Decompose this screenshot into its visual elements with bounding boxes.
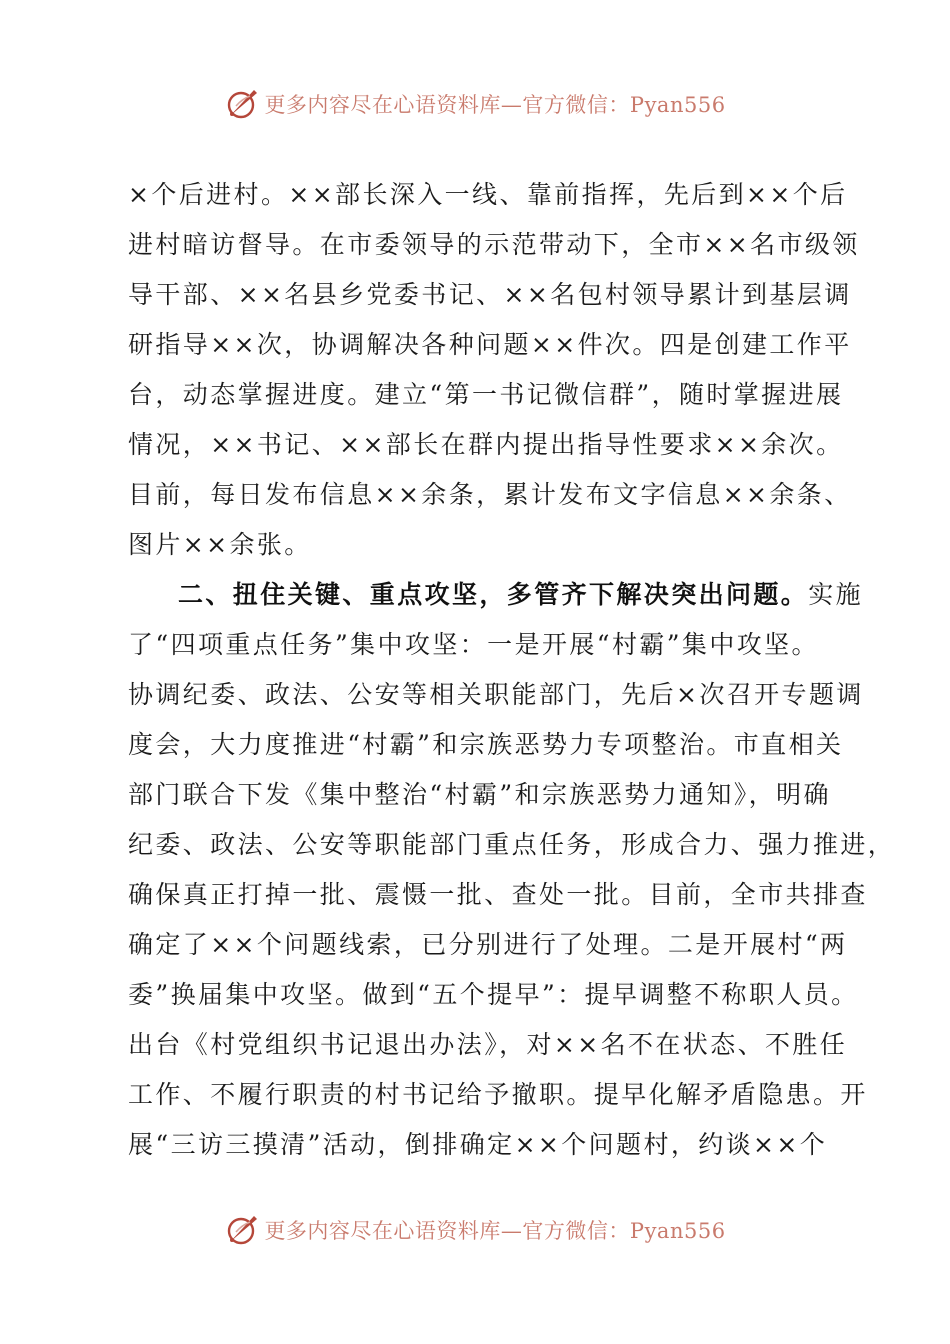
watermark-text: 更多内容尽在心语资料库—官方微信：Pyan556 — [264, 1219, 726, 1243]
text-line: 部门联合下发《集中整治“村霸”和宗族恶势力通知》，明确 — [128, 780, 831, 809]
text-line: 台，动态掌握进度。建立“第一书记微信群”，随时掌握进展 — [128, 380, 844, 409]
text-line: 确保真正打掉一批、震慑一批、查处一批。目前，全市共排查 — [128, 880, 868, 909]
text-line: ×个后进村。××部长深入一线、靠前指挥，先后到××个后 — [128, 180, 848, 209]
text-line: 目前，每日发布信息××余条，累计发布文字信息××余条、 — [128, 480, 852, 509]
text-line: 图片××余张。 — [128, 530, 312, 559]
text-line: 展“三访三摸清”活动，倒排确定××个问题村，约谈××个 — [128, 1130, 828, 1159]
text-line: 度会，大力度推进“村霸”和宗族恶势力专项整治。市直相关 — [128, 730, 844, 759]
text-line: 研指导××次，协调解决各种问题××件次。四是创建工作平 — [128, 330, 852, 359]
footer-watermark — [0, 1210, 950, 1250]
section-heading-line — [128, 570, 864, 620]
text-line: 纪委、政法、公安等职能部门重点任务，形成合力、强力推进， — [128, 830, 896, 859]
text-line: 协调纪委、政法、公安等相关职能部门，先后×次召开专题调 — [128, 680, 864, 709]
text-line: 进村暗访督导。在市委领导的示范带动下，全市××名市级领 — [128, 230, 860, 259]
text-line: 委”换届集中攻坚。做到“五个提早”：提早调整不称职人员。 — [128, 980, 859, 1009]
header-watermark — [0, 84, 950, 124]
text-line: 确定了××个问题线索，已分别进行了处理。二是开展村“两 — [128, 930, 848, 959]
document-body — [128, 170, 896, 1170]
quill-pen-logo-icon — [224, 1212, 260, 1248]
quill-pen-logo-icon — [224, 86, 260, 122]
section-heading: 二、扭住关键、重点攻坚，多管齐下解决突出问题。 — [178, 580, 809, 609]
heading-line-text: 实施 — [808, 580, 864, 609]
text-line: 出台《村党组织书记退出办法》，对××名不在状态、不胜任 — [128, 1030, 848, 1059]
text-line: 导干部、××名县乡党委书记、××名包村领导累计到基层调 — [128, 280, 852, 309]
text-line: 了“四项重点任务”集中攻坚：一是开展“村霸”集中攻坚。 — [128, 630, 819, 659]
text-line: 工作、不履行职责的村书记给予撤职。提早化解矛盾隐患。开 — [128, 1080, 868, 1109]
watermark-text: 更多内容尽在心语资料库—官方微信：Pyan556 — [264, 93, 726, 117]
text-line: 情况，××书记、××部长在群内提出指导性要求××余次。 — [128, 430, 844, 459]
